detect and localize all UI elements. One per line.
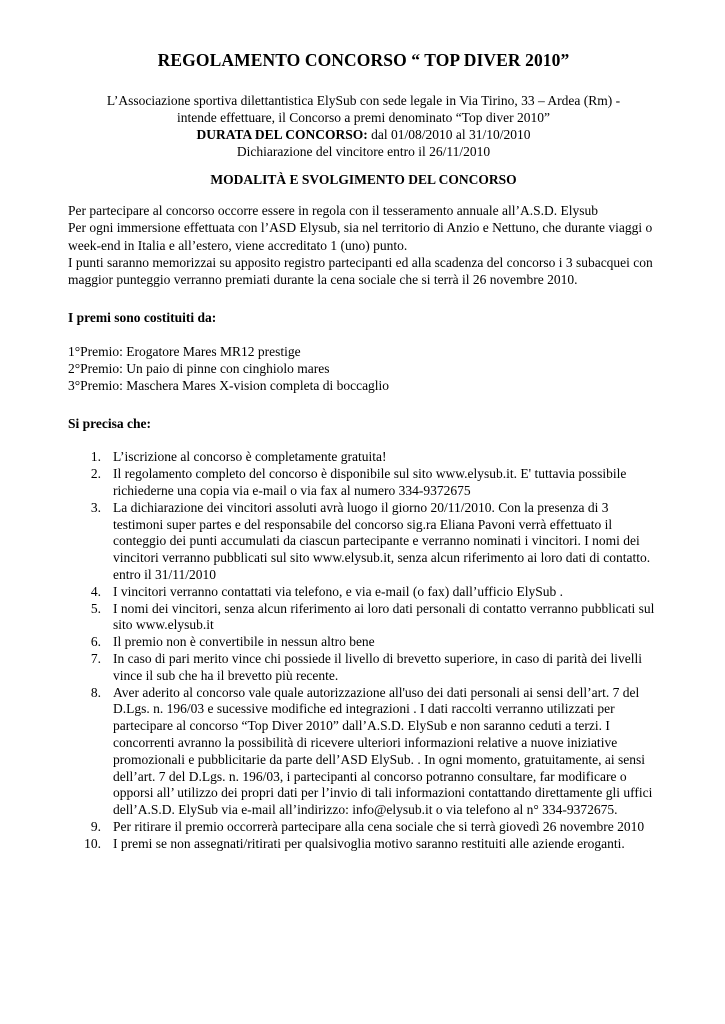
list-item bbox=[68, 836, 659, 853]
paragraph: I punti saranno memorizzai su apposito registro partecipanti ed alla scadenza del concorso i 3 subacquei con maggior punteggio verranno premiati durante la cena sociale che si terrà il 26 novembre 2010. bbox=[68, 254, 653, 288]
intro-line-winner-declaration: Dichiarazione del vincitore entro il 26/11/2010 bbox=[236, 144, 491, 159]
notes-heading: Si precisa che: bbox=[68, 416, 151, 432]
prize-item: 2°Premio: Un paio di pinne con cinghiolo mares bbox=[68, 361, 330, 377]
list-item bbox=[68, 819, 659, 836]
list-item-text: L’iscrizione al concorso è completamente gratuita! bbox=[113, 449, 387, 465]
list-item-text: Il regolamento completo del concorso è disponibile sul sito www.elysub.it. E' tuttavia possibile richiederne una copia via e-mail o via fax al numero 334-9372675 bbox=[113, 466, 627, 499]
list-item bbox=[68, 500, 659, 584]
list-item-number: 9. bbox=[90, 819, 101, 835]
paragraph: Per ogni immersione effettuata con l’ASD Elysub, sia nel territorio di Anzio e Nettuno, che durante viaggi o week-end in Italia e all’estero, viene accreditato 1 (uno) punto. bbox=[68, 220, 653, 253]
intro-line-contest-name: intende effettuare, il Concorso a premi denominato “Top diver 2010” bbox=[177, 110, 550, 125]
list-item-text: Per ritirare il premio occorrerà partecipare alla cena sociale che si terrà giovedì 26 novembre 2010 bbox=[113, 819, 645, 835]
duration-label: DURATA DEL CONCORSO: bbox=[196, 127, 368, 142]
list-item-number: 4. bbox=[90, 583, 101, 599]
list-item-number: 10. bbox=[84, 835, 101, 851]
intro-block bbox=[68, 92, 659, 160]
prize-item: 3°Premio: Maschera Mares X-vision completa di boccaglio bbox=[68, 378, 390, 394]
list-item-text: Aver aderito al concorso vale quale autorizzazione all'uso dei dati personali ai sensi dell’art. 7 del D.Lgs. n. 196/03 e sucessive modifiche ed integrazioni . I dati raccolti verranno utilizzati per partecipare al concorso “Top Diver 2010” dall’A.S.D. ElySub e non saranno ceduti a terzi. I concorrenti avranno la possibilità di ricevere ulteriori informazioni relative a nuove iniziative promozionali e pubblicitarie da parte dell’ASD ElySub. . In ogni momento, gratuitamente, ai sensi dell’art. 7 del D.Lgs. n. 196/03, i partecipanti al concorso potranno consultare, far modificare o opporsi all’ utilizzo dei propri dati per l’invio di tali informazioni contattando direttamente gli uffici dell’A.S.D. ElySub via e-mail all’indirizzo: info@elysub.it o via telefono al n° 334-9372675. bbox=[113, 684, 653, 818]
list-item bbox=[68, 685, 659, 819]
list-item bbox=[68, 584, 659, 601]
list-item-number: 8. bbox=[90, 684, 101, 700]
list-item bbox=[68, 601, 659, 635]
rules-paragraphs bbox=[68, 202, 659, 288]
prizes-list bbox=[68, 343, 659, 394]
list-item-number: 3. bbox=[90, 499, 101, 515]
prizes-heading: I premi sono costituiti da: bbox=[68, 310, 217, 326]
list-item-text: I vincitori verranno contattati via telefono, e via e-mail (o fax) dall’ufficio ElySub . bbox=[113, 583, 563, 599]
list-item-number: 7. bbox=[90, 651, 101, 667]
notes-list bbox=[68, 449, 659, 852]
intro-line-association: L’Associazione sportiva dilettantistica ElySub con sede legale in Via Tirino, 33 – Ardea (Rm) - bbox=[106, 93, 621, 108]
intro-line-duration bbox=[68, 126, 659, 143]
paragraph: Per partecipare al concorso occorre essere in regola con il tesseramento annuale all’A.S.D. Elysub bbox=[68, 203, 599, 218]
list-item-number: 2. bbox=[90, 466, 101, 482]
list-item-number: 1. bbox=[90, 449, 101, 465]
list-item bbox=[68, 651, 659, 685]
prize-item: 1°Premio: Erogatore Mares MR12 prestige bbox=[68, 344, 301, 360]
list-item-text: Il premio non è convertibile in nessun altro bene bbox=[113, 634, 375, 650]
list-item bbox=[68, 466, 659, 500]
list-item-text: I nomi dei vincitori, senza alcun riferimento ai loro dati personali di contatto verranno pubblicati sul sito www.elysub.it bbox=[113, 600, 655, 633]
document-title: REGOLAMENTO CONCORSO “ TOP DIVER 2010” bbox=[157, 50, 570, 70]
list-item-text: I premi se non assegnati/ritirati per qualsivoglia motivo saranno restituiti alle aziende eroganti. bbox=[113, 835, 625, 851]
list-item bbox=[68, 634, 659, 651]
list-item-text: La dichiarazione dei vincitori assoluti avrà luogo il giorno 20/11/2010. Con la presenza di 3 testimoni super partes e del responsabile del concorso sig.ra Eliana Pavoni verrà effettuato il conteggio dei punti accumulati da ciascun partecipante e verranno nominati i vincitori. I nomi dei vincitori verranno pubblicati sul sito www.elysub.it, senza alcun riferimento ai loro dati di contatto. entro il 31/11/2010 bbox=[113, 499, 651, 583]
list-item-text: In caso di pari merito vince chi possiede il livello di brevetto superiore, in caso di parità dei livelli vince il sub che ha il brevetto più recente. bbox=[113, 651, 642, 683]
duration-value: dal 01/08/2010 al 31/10/2010 bbox=[367, 127, 531, 142]
section-title: MODALITÀ E SVOLGIMENTO DEL CONCORSO bbox=[210, 172, 517, 187]
list-item bbox=[68, 449, 659, 466]
list-item-number: 5. bbox=[90, 600, 101, 616]
list-item-number: 6. bbox=[90, 634, 101, 650]
